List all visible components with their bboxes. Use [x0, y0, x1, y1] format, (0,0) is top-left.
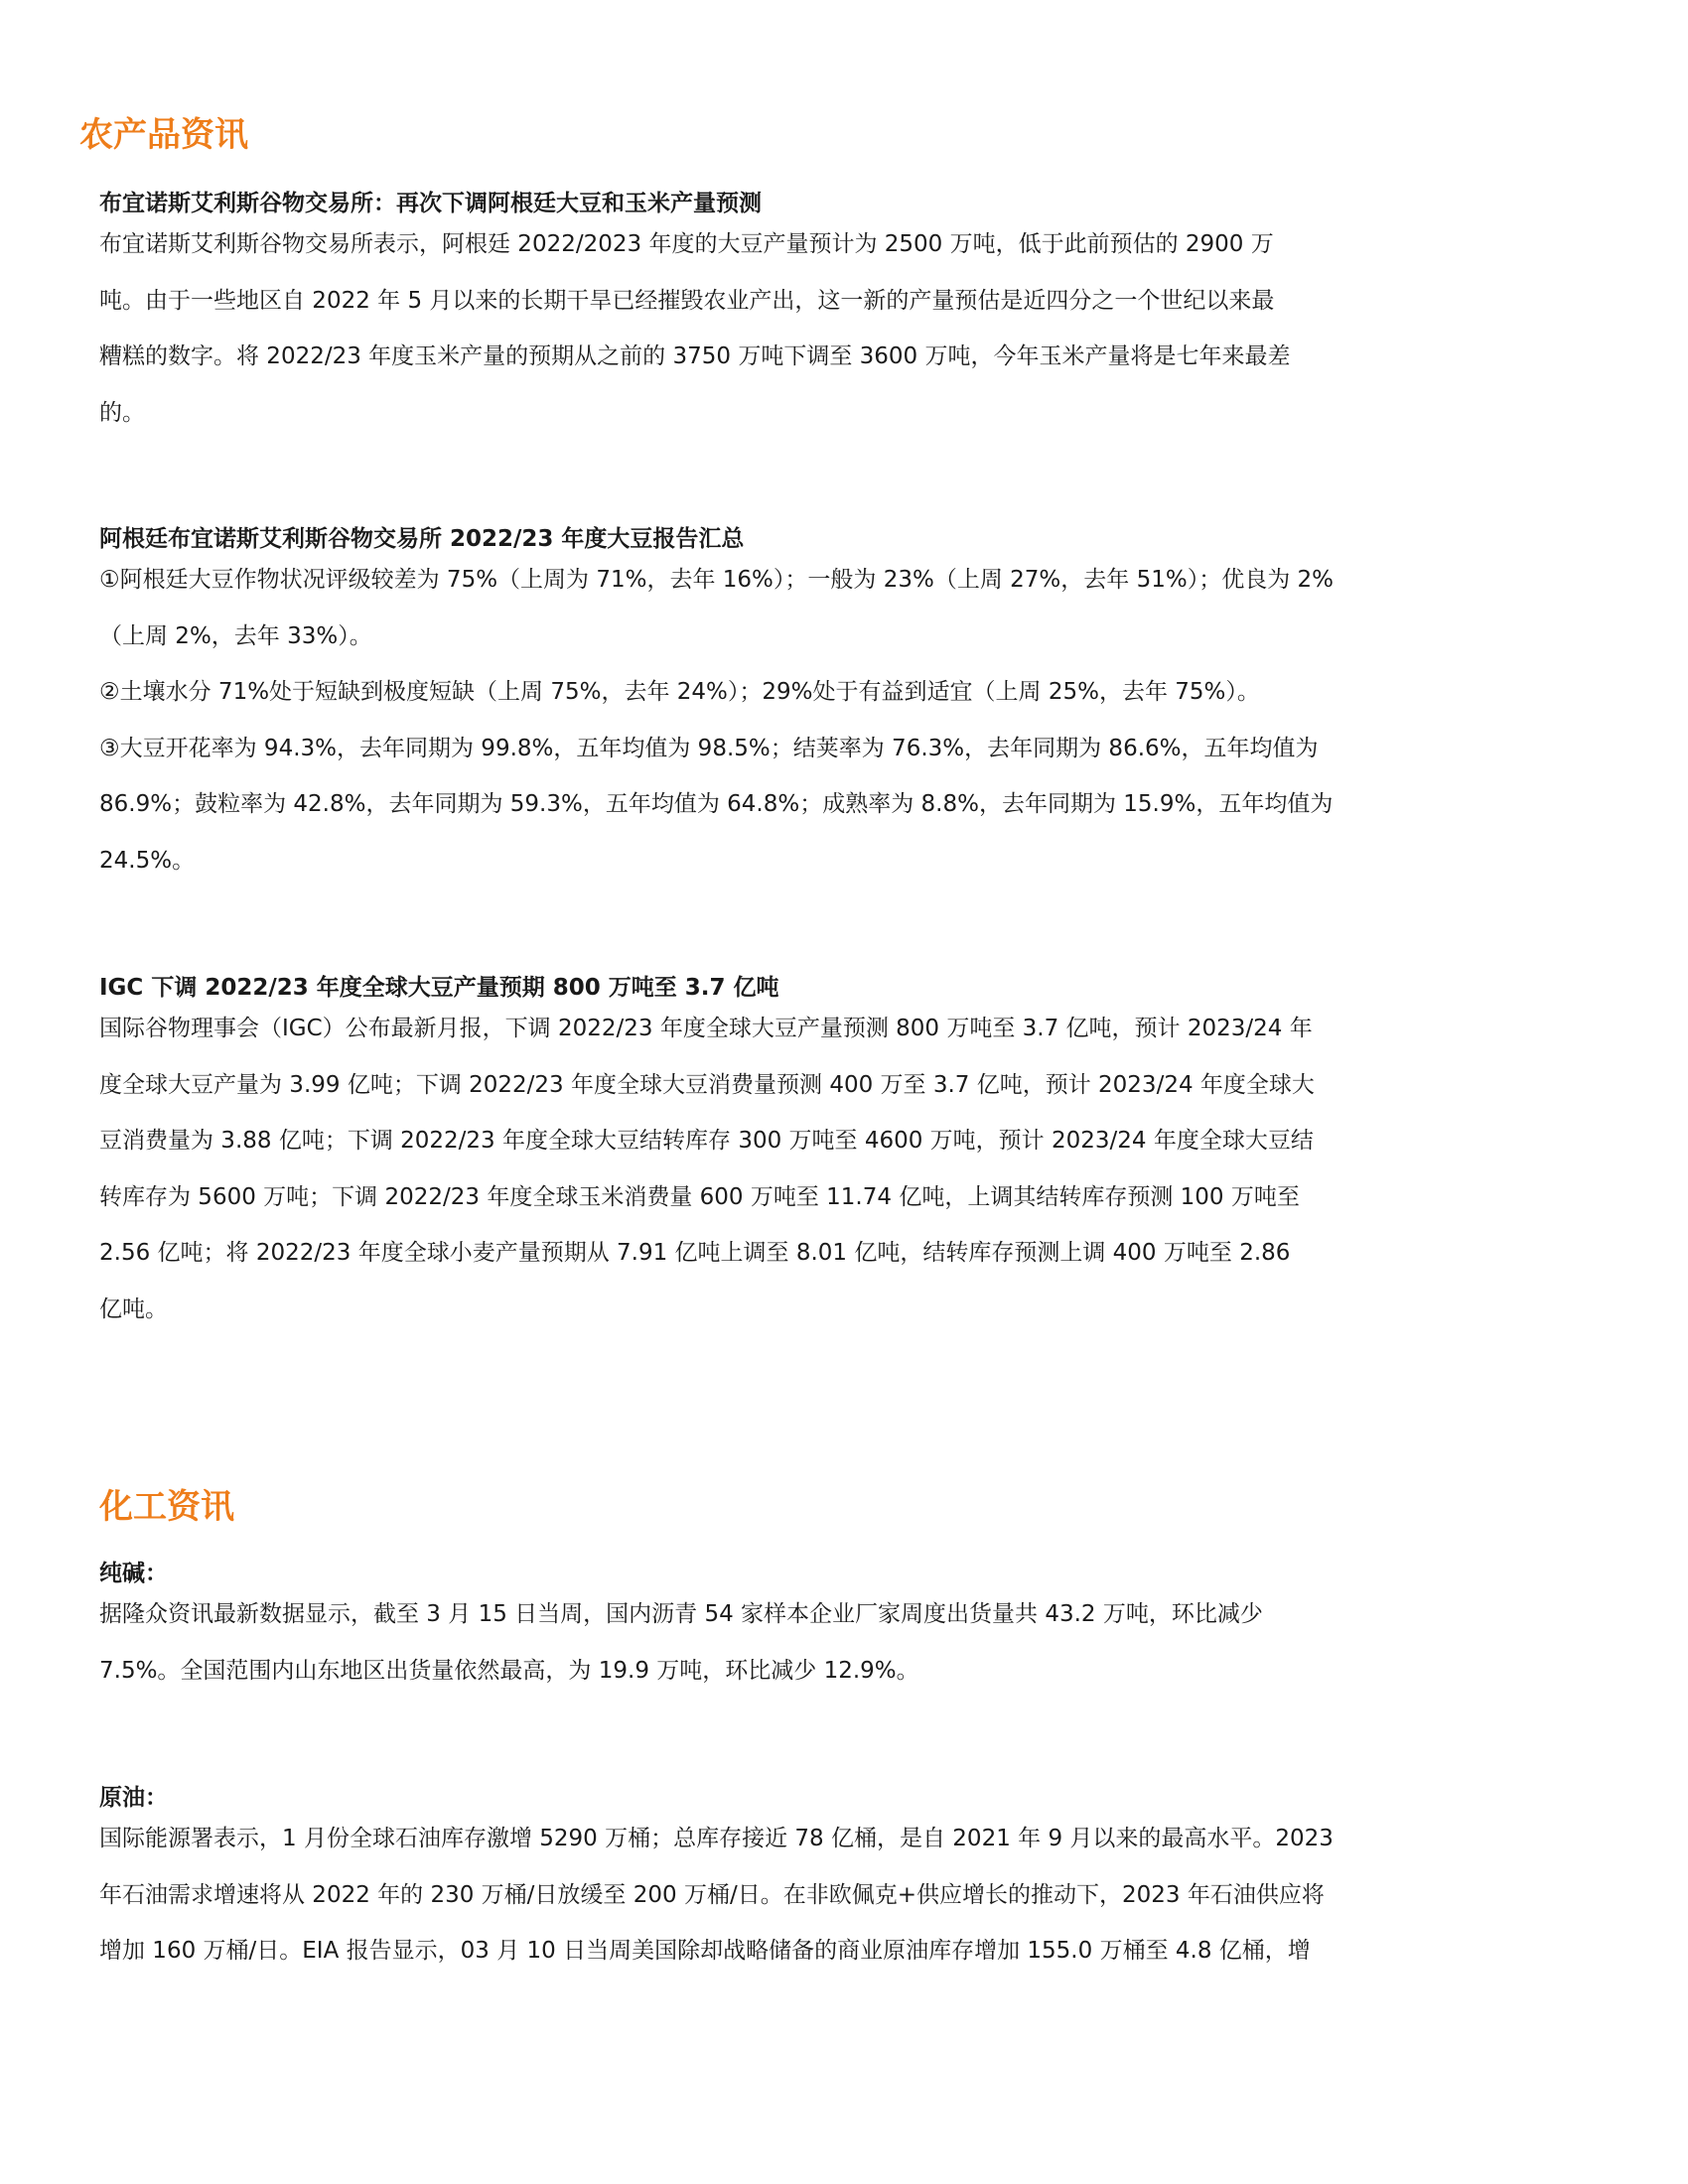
text-line: 据隆众资讯最新数据显示，截至 3 月 15 日当周，国内沥青 54 家样本企业厂家周度出货量共 43.2 万吨，环比减少 [99, 1601, 1263, 1627]
text-line: 国际谷物理事会（IGC）公布最新月报，下调 2022/23 年度全球大豆产量预测 800 万吨至 3.7 亿吨，预计 2023/24 年 [99, 1016, 1313, 1041]
text-line: 增加 160 万桶/日。EIA 报告显示，03 月 10 日当周美国除却战略储备的商业原油库存增加 155.0 万桶至 4.8 亿桶，增 [99, 1938, 1311, 1964]
article-body-igc [99, 1001, 1589, 1337]
text-line: 7.5%。全国范围内山东地区出货量依然最高，为 19.9 万吨，环比减少 12.9%。 [99, 1657, 919, 1684]
article-body-buenos-aires [99, 216, 1589, 441]
article-heading-soda-ash: 纯碱： [99, 1561, 168, 1586]
text-line: 糟糕的数字。将 2022/23 年度玉米产量的预期从之前的 3750 万吨下调至 3600 万吨，今年玉米产量将是七年来最差 [99, 343, 1291, 369]
text-line: 的。 [99, 399, 145, 426]
text-line: 豆消费量为 3.88 亿吨；下调 2022/23 年度全球大豆结转库存 300 万吨至 4600 万吨，预计 2023/24 年度全球大豆结 [99, 1128, 1314, 1154]
text-line: 吨。由于一些地区自 2022 年 5 月以来的长期干旱已经摧毁农业产出，这一新的产量预估是近四分之一个世纪以来最 [99, 287, 1275, 314]
text-line: 转库存为 5600 万吨；下调 2022/23 年度全球玉米消费量 600 万吨至 11.74 亿吨，上调其结转库存预测 100 万吨至 [99, 1183, 1300, 1210]
text-line: 年石油需求增速将从 2022 年的 230 万桶/日放缓至 200 万桶/日。在非欧佩克+供应增长的推动下，2023 年石油供应将 [99, 1881, 1325, 1908]
text-line: ②土壤水分 71%处于短缺到极度短缺（上周 75%，去年 24%）；29%处于有益到适宜（上周 25%，去年 75%）。 [99, 679, 1260, 705]
article-heading-crude-oil: 原油： [99, 1785, 168, 1811]
article-heading-soy-report: 阿根廷布宜诺斯艾利斯谷物交易所 2022/23 年度大豆报告汇总 [99, 526, 745, 552]
text-line: 亿吨。 [99, 1296, 168, 1322]
text-line: 国际能源署表示，1 月份全球石油库存激增 5290 万桶；总库存接近 78 亿桶，是自 2021 年 9 月以来的最高水平。2023 [99, 1826, 1334, 1851]
text-line: 86.9%；鼓粒率为 42.8%，去年同期为 59.3%，五年均值为 64.8%；成熟率为 8.8%，去年同期为 15.9%，五年均值为 [99, 791, 1334, 817]
article-heading-igc: IGC 下调 2022/23 年度全球大豆产量预期 800 万吨至 3.7 亿吨 [99, 975, 779, 1001]
section-title-agri: 农产品资讯 [79, 115, 248, 155]
section-title-chem: 化工资讯 [99, 1487, 234, 1527]
text-line: 2.56 亿吨；将 2022/23 年度全球小麦产量预期从 7.91 亿吨上调至 8.01 亿吨，结转库存预测上调 400 万吨至 2.86 [99, 1240, 1291, 1266]
article-body-soda-ash [99, 1586, 1589, 1699]
article-heading-buenos-aires: 布宜诺斯艾利斯谷物交易所：再次下调阿根廷大豆和玉米产量预测 [99, 191, 762, 216]
text-line: （上周 2%，去年 33%）。 [99, 622, 372, 649]
article-body-crude-oil [99, 1811, 1589, 1979]
text-line: 布宜诺斯艾利斯谷物交易所表示，阿根廷 2022/2023 年度的大豆产量预计为 2500 万吨，低于此前预估的 2900 万 [99, 231, 1274, 257]
text-line: ③大豆开花率为 94.3%，去年同期为 99.8%，五年均值为 98.5%；结荚率为 76.3%，去年同期为 86.6%，五年均值为 [99, 735, 1319, 761]
text-line: 24.5%。 [99, 847, 196, 874]
text-line: 度全球大豆产量为 3.99 亿吨；下调 2022/23 年度全球大豆消费量预测 400 万至 3.7 亿吨，预计 2023/24 年度全球大 [99, 1071, 1315, 1098]
text-line: ①阿根廷大豆作物状况评级较差为 75%（上周为 71%，去年 16%）；一般为 23%（上周 27%，去年 51%）；优良为 2% [99, 567, 1335, 593]
article-body-soy-report [99, 552, 1589, 888]
